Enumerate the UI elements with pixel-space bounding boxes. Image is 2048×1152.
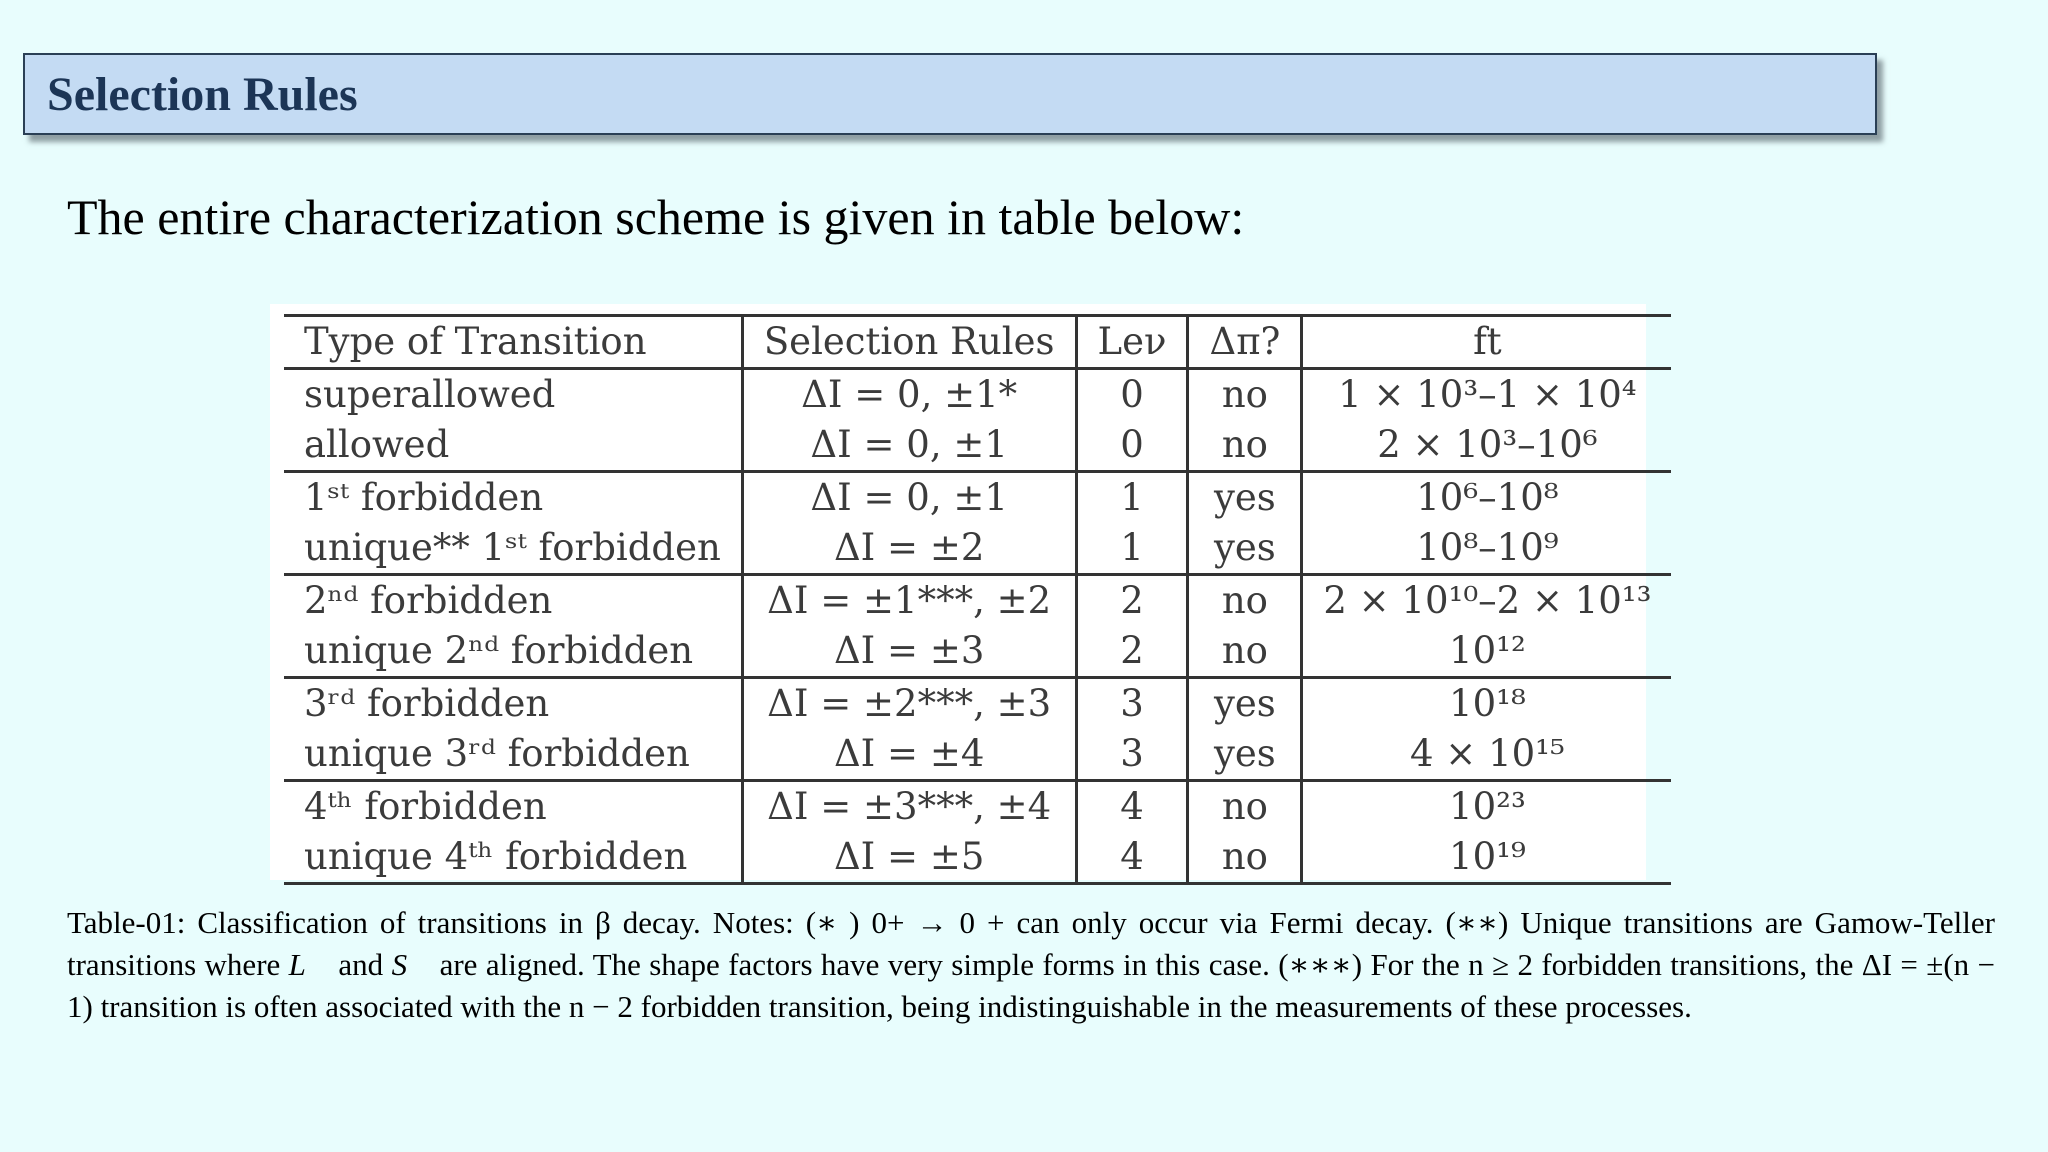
cell-type: 1ˢᵗ forbidden: [284, 472, 742, 524]
table-row: [284, 472, 1671, 524]
cell-selection-rule: ΔI = 0, ±1: [742, 420, 1076, 472]
cell-selection-rule: ΔI = ±3***, ±4: [742, 781, 1076, 833]
cell-ft: 2 × 10¹⁰–2 × 10¹³: [1302, 575, 1672, 627]
caption-part-1: Table-01: Classification of transitions in β decay. Notes: (∗ ) 0+ → 0 + can only occur via Fermi decay. (∗∗) Unique transitions are Gamow-Teller transitions where: [67, 905, 1995, 982]
cell-delta-pi: yes: [1188, 678, 1302, 730]
table-row: [284, 832, 1671, 884]
cell-type: allowed: [304, 423, 450, 466]
table-row: [284, 729, 1671, 781]
cell-ft: 10⁶–10⁸: [1302, 472, 1672, 524]
cell-l-ev: 2: [1076, 575, 1188, 627]
cell-delta-pi: yes: [1188, 523, 1302, 575]
cell-l-ev: 0: [1076, 420, 1188, 472]
header-selection-rules: Selection Rules: [742, 316, 1076, 369]
cell-delta-pi: no: [1188, 369, 1302, 421]
header-delta-pi: Δπ?: [1188, 316, 1302, 369]
cell-l-ev: 4: [1076, 781, 1188, 833]
caption-part-2: are aligned. The shape factors have very simple forms in this case. (∗∗∗) For the n ≥ 2 forbidden transitions, the ΔI = ±(n − 1) transition is often associated with the n − 2 forbidden transition, being indistinguishable in the measurements of these processes.: [67, 947, 1996, 1024]
cell-delta-pi: no: [1188, 626, 1302, 678]
intro-text: The entire characterization scheme is given in table below:: [67, 189, 1245, 245]
cell-selection-rule: ΔI = ±1***, ±2: [742, 575, 1076, 627]
cell-delta-pi: no: [1188, 832, 1302, 884]
cell-l-ev: 3: [1076, 678, 1188, 730]
table-row: [284, 781, 1671, 833]
cell-type: 4ᵗʰ forbidden: [284, 781, 742, 833]
cell-ft: 10¹⁹: [1302, 832, 1672, 884]
cell-type: 3ʳᵈ forbidden: [284, 678, 742, 730]
slide-title: Selection Rules: [47, 68, 358, 121]
cell-selection-rule: ΔI = 0, ±1*: [742, 369, 1076, 421]
vector-l-symbol: L⃗: [288, 947, 331, 982]
cell-selection-rule: ΔI = 0, ±1: [742, 472, 1076, 524]
table-row: [284, 523, 1671, 575]
caption-and: and: [330, 947, 392, 982]
cell-l-ev: 0: [1076, 369, 1188, 421]
cell-delta-pi: yes: [1188, 729, 1302, 781]
cell-type: 2ⁿᵈ forbidden: [284, 575, 742, 627]
cell-delta-pi: no: [1188, 420, 1302, 472]
table-row: [284, 678, 1671, 730]
table-row: [284, 575, 1671, 627]
selection-rules-table: [284, 314, 1671, 885]
vector-s-symbol: S⃗: [391, 947, 432, 982]
cell-ft: 2 × 10³–10⁶: [1302, 420, 1672, 472]
header-l-ev: Leν: [1076, 316, 1188, 369]
cell-type: unique 2ⁿᵈ forbidden: [304, 629, 694, 672]
cell-ft: 10¹²: [1302, 626, 1672, 678]
cell-type: unique 3ʳᵈ forbidden: [304, 732, 690, 775]
header-ft: ft: [1302, 316, 1672, 369]
cell-selection-rule: ΔI = ±2***, ±3: [742, 678, 1076, 730]
cell-ft: 4 × 10¹⁵: [1302, 729, 1672, 781]
cell-ft: 10⁸–10⁹: [1302, 523, 1672, 575]
table-row: [284, 420, 1671, 472]
cell-delta-pi: yes: [1188, 472, 1302, 524]
header-type: Type of Transition: [284, 316, 742, 369]
cell-ft: 1 × 10³–1 × 10⁴: [1302, 369, 1672, 421]
cell-ft: 10¹⁸: [1302, 678, 1672, 730]
cell-selection-rule: ΔI = ±4: [742, 729, 1076, 781]
cell-l-ev: 4: [1076, 832, 1188, 884]
cell-l-ev: 1: [1076, 523, 1188, 575]
cell-selection-rule: ΔI = ±5: [742, 832, 1076, 884]
table-header-row: [284, 316, 1671, 369]
cell-selection-rule: ΔI = ±3: [742, 626, 1076, 678]
cell-l-ev: 2: [1076, 626, 1188, 678]
cell-type: unique 4ᵗʰ forbidden: [284, 832, 742, 884]
cell-type: superallowed: [304, 373, 556, 416]
cell-delta-pi: no: [1188, 781, 1302, 833]
cell-type: unique** 1ˢᵗ forbidden: [304, 526, 721, 569]
cell-l-ev: 3: [1076, 729, 1188, 781]
table-caption: [67, 902, 1995, 1028]
cell-ft: 10²³: [1302, 781, 1672, 833]
table-row: [284, 626, 1671, 678]
cell-delta-pi: no: [1188, 575, 1302, 627]
cell-selection-rule: ΔI = ±2: [742, 523, 1076, 575]
table-row: [284, 369, 1671, 421]
table-image-panel: [270, 304, 1652, 880]
slide-title-bar: [23, 53, 1877, 135]
cell-l-ev: 1: [1076, 472, 1188, 524]
